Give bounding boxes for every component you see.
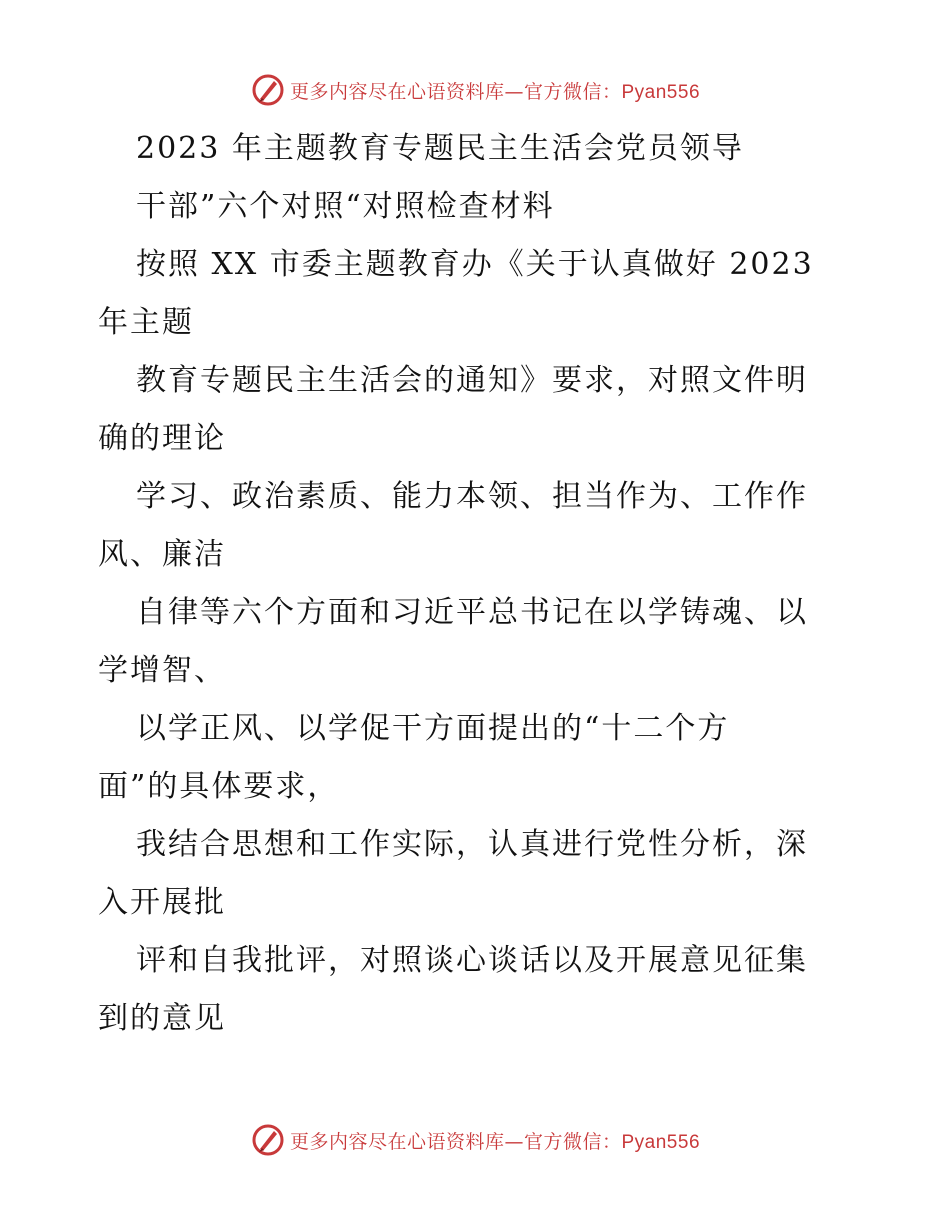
paragraph-line: 到的意见 — [98, 1001, 226, 1036]
banner-text: 更多内容尽在心语资料库—官方微信：Pyan556 — [289, 1130, 701, 1153]
paragraph-line: 学增智、 — [98, 653, 226, 688]
wechat-id: Pyan556 — [621, 1131, 701, 1153]
paragraph-line: 我结合思想和工作实际，认真进行党性分析，深 — [136, 827, 808, 862]
paragraph-line: 以学正风、以学促干方面提出的“十二个方 — [136, 711, 730, 746]
paragraph-line: 风、廉洁 — [98, 537, 226, 572]
paragraph-line: 按照 XX 市委主题教育办《关于认真做好 2023 — [136, 247, 814, 282]
pen-feather-logo-icon — [250, 72, 286, 108]
paragraph-line: 学习、政治素质、能力本领、担当作为、工作作 — [136, 479, 808, 514]
paragraph-line: 年主题 — [98, 305, 194, 340]
title-line-1: 2023 年主题教育专题民主生活会党员领导 — [136, 131, 744, 166]
banner-text: 更多内容尽在心语资料库—官方微信：Pyan556 — [289, 80, 701, 103]
wechat-id: Pyan556 — [621, 81, 701, 103]
paragraph-line: 面”的具体要求， — [98, 769, 340, 804]
paragraph-line: 自律等六个方面和习近平总书记在以学铸魂、以 — [136, 595, 808, 630]
paragraph-line: 教育专题民主生活会的通知》要求，对照文件明 — [136, 363, 808, 398]
document-body — [98, 120, 858, 1048]
header-banner — [0, 68, 950, 112]
pen-feather-logo-icon — [250, 1122, 286, 1158]
paragraph-line: 入开展批 — [98, 885, 226, 920]
footer-banner — [0, 1118, 950, 1162]
paragraph-line: 评和自我批评，对照谈心谈话以及开展意见征集 — [136, 943, 808, 978]
paragraph-line: 确的理论 — [98, 421, 226, 456]
title-line-2: 干部”六个对照“对照检查材料 — [136, 189, 555, 224]
